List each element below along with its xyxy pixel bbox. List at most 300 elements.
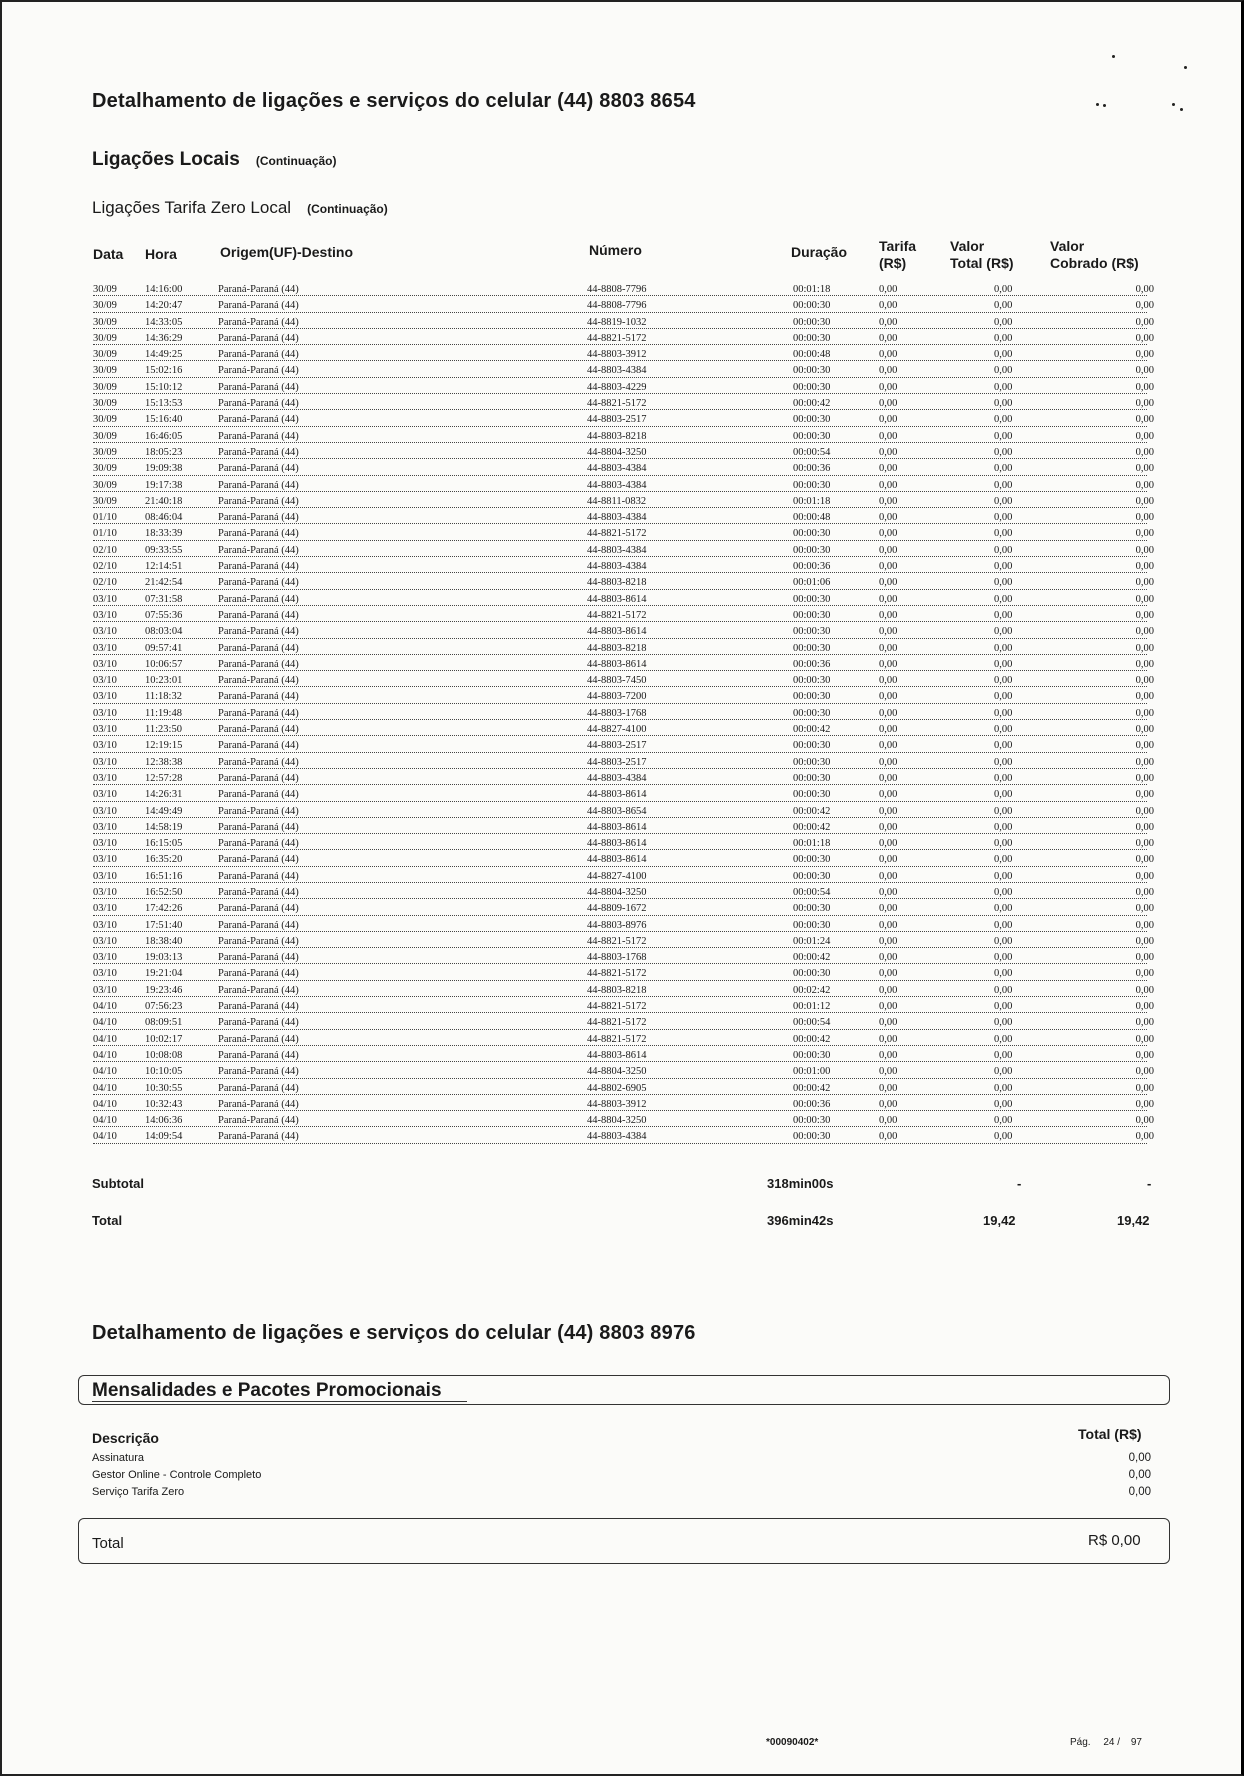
cell-tarifa: 0,00 [879, 968, 898, 980]
cell-hora: 17:51:40 [145, 919, 183, 931]
dotted-leader [93, 866, 1147, 867]
table-row [93, 821, 1155, 837]
cell-data: 04/10 [93, 1082, 117, 1094]
cell-duracao: 00:00:30 [793, 609, 831, 621]
cell-tarifa: 0,00 [879, 658, 898, 670]
cell-duracao: 00:02:42 [793, 984, 831, 996]
cell-tarifa: 0,00 [879, 805, 898, 817]
cell-valor-cobrado: 0,00 [1135, 414, 1154, 426]
cell-valor-total: 0,00 [994, 593, 1013, 605]
cell-numero: 44-8803-1768 [587, 707, 647, 719]
cell-valor-total: 0,00 [994, 756, 1013, 768]
col-header-valor-cobrado-line1: Valor [1050, 238, 1085, 254]
cell-valor-cobrado: 0,00 [1135, 707, 1154, 719]
cell-valor-total: 0,00 [994, 1066, 1013, 1078]
cell-valor-cobrado: 0,00 [1135, 691, 1154, 703]
cell-hora: 11:23:50 [145, 724, 182, 736]
cell-tarifa: 0,00 [879, 446, 898, 458]
table-row [93, 560, 1155, 576]
cell-valor-cobrado: 0,00 [1135, 349, 1154, 361]
cell-origem: Paraná-Paraná (44) [218, 300, 299, 312]
subtotal-valor-cobrado: - [1147, 1176, 1152, 1191]
cell-valor-cobrado: 0,00 [1135, 658, 1154, 670]
cell-valor-cobrado: 0,00 [1135, 740, 1154, 752]
cell-numero: 44-8803-8614 [587, 838, 647, 850]
cell-hora: 11:18:32 [145, 691, 182, 703]
cell-hora: 17:42:26 [145, 903, 183, 915]
total-header: Total (R$) [1078, 1426, 1142, 1442]
cell-data: 30/09 [93, 463, 117, 475]
cell-valor-cobrado: 0,00 [1135, 756, 1154, 768]
cell-valor-cobrado: 0,00 [1135, 577, 1154, 589]
table-row [93, 951, 1155, 967]
cell-hora: 14:09:54 [145, 1131, 183, 1143]
table-row [93, 690, 1155, 706]
cell-valor-total: 0,00 [994, 772, 1013, 784]
cell-hora: 10:23:01 [145, 675, 183, 687]
dotted-leader [93, 752, 1147, 753]
table-row [93, 837, 1155, 853]
cell-hora: 14:20:47 [145, 300, 183, 312]
dotted-leader [93, 1012, 1147, 1013]
table-row [93, 902, 1155, 918]
page-separator: / [1117, 1737, 1121, 1748]
cell-valor-cobrado: 0,00 [1135, 381, 1154, 393]
cell-numero: 44-8803-3912 [587, 1098, 647, 1110]
cell-valor-cobrado: 0,00 [1135, 561, 1154, 573]
cell-valor-cobrado: 0,00 [1135, 512, 1154, 524]
cell-data: 03/10 [93, 935, 117, 947]
cell-valor-cobrado: 0,00 [1135, 821, 1154, 833]
dotted-leader [93, 344, 1147, 345]
cell-numero: 44-8803-8976 [587, 919, 647, 931]
cell-origem: Paraná-Paraná (44) [218, 316, 299, 328]
dotted-leader [93, 1045, 1147, 1046]
dotted-leader [93, 996, 1147, 997]
cell-valor-cobrado: 0,00 [1135, 300, 1154, 312]
cell-numero: 44-8808-7796 [587, 300, 647, 312]
cell-tarifa: 0,00 [879, 1115, 898, 1127]
total-box [78, 1518, 1170, 1564]
item-label: Gestor Online - Controle Completo [92, 1469, 262, 1481]
cell-duracao: 00:00:36 [793, 658, 831, 670]
cell-duracao: 00:00:42 [793, 724, 831, 736]
col-header-duracao: Duração [791, 244, 848, 260]
cell-numero: 44-8803-4384 [587, 544, 647, 556]
cell-data: 03/10 [93, 626, 117, 638]
cell-valor-total: 0,00 [994, 1049, 1013, 1061]
cell-hora: 21:42:54 [145, 577, 183, 589]
cell-tarifa: 0,00 [879, 642, 898, 654]
col-header-origem: Origem(UF)-Destino [220, 244, 353, 260]
table-row [93, 511, 1155, 527]
cell-valor-total: 0,00 [994, 1098, 1013, 1110]
call-table-body [93, 283, 1155, 1147]
cell-valor-total: 0,00 [994, 365, 1013, 377]
dotted-leader [93, 1029, 1147, 1030]
table-row [93, 316, 1155, 332]
cell-valor-cobrado: 0,00 [1135, 772, 1154, 784]
cell-valor-total: 0,00 [994, 821, 1013, 833]
scan-speck [1180, 108, 1183, 111]
table-row [93, 788, 1155, 804]
cell-tarifa: 0,00 [879, 707, 898, 719]
cell-data: 03/10 [93, 968, 117, 980]
cell-data: 03/10 [93, 756, 117, 768]
cell-duracao: 00:01:18 [793, 838, 831, 850]
cell-duracao: 00:00:30 [793, 968, 831, 980]
cell-tarifa: 0,00 [879, 626, 898, 638]
col-header-numero: Número [589, 242, 642, 258]
cell-hora: 11:19:48 [145, 707, 182, 719]
cell-duracao: 00:00:30 [793, 1131, 831, 1143]
cell-numero: 44-8803-8614 [587, 658, 647, 670]
cell-origem: Paraná-Paraná (44) [218, 577, 299, 589]
cell-valor-cobrado: 0,00 [1135, 854, 1154, 866]
dotted-leader [93, 360, 1147, 361]
cell-valor-total: 0,00 [994, 838, 1013, 850]
cell-data: 04/10 [93, 1131, 117, 1143]
total-duration: 396min42s [767, 1213, 834, 1228]
dotted-leader [93, 1061, 1147, 1062]
cell-valor-cobrado: 0,00 [1135, 1049, 1154, 1061]
cell-origem: Paraná-Paraná (44) [218, 968, 299, 980]
cell-valor-cobrado: 0,00 [1135, 952, 1154, 964]
cell-origem: Paraná-Paraná (44) [218, 528, 299, 540]
cell-origem: Paraná-Paraná (44) [218, 838, 299, 850]
cell-hora: 07:56:23 [145, 1001, 183, 1013]
dotted-leader [93, 801, 1147, 802]
cell-numero: 44-8827-4100 [587, 870, 647, 882]
dotted-leader [93, 768, 1147, 769]
cell-origem: Paraná-Paraná (44) [218, 1049, 299, 1061]
cell-tarifa: 0,00 [879, 1017, 898, 1029]
cell-data: 03/10 [93, 838, 117, 850]
dotted-leader [93, 556, 1147, 557]
dotted-leader [93, 605, 1147, 606]
table-row [93, 479, 1155, 495]
cell-tarifa: 0,00 [879, 886, 898, 898]
dotted-leader [93, 475, 1147, 476]
cell-origem: Paraná-Paraná (44) [218, 935, 299, 947]
cell-valor-total: 0,00 [994, 528, 1013, 540]
cell-origem: Paraná-Paraná (44) [218, 1082, 299, 1094]
cell-hora: 12:57:28 [145, 772, 183, 784]
cell-valor-cobrado: 0,00 [1135, 528, 1154, 540]
dotted-leader [93, 963, 1147, 964]
cell-origem: Paraná-Paraná (44) [218, 1017, 299, 1029]
cell-duracao: 00:00:30 [793, 593, 831, 605]
cell-duracao: 00:01:06 [793, 577, 831, 589]
cell-tarifa: 0,00 [879, 398, 898, 410]
scan-speck [1103, 104, 1106, 107]
cell-numero: 44-8803-1768 [587, 952, 647, 964]
cell-tarifa: 0,00 [879, 316, 898, 328]
cell-duracao: 00:00:30 [793, 479, 831, 491]
cell-data: 03/10 [93, 593, 117, 605]
cell-origem: Paraná-Paraná (44) [218, 1066, 299, 1078]
cell-hora: 19:23:46 [145, 984, 183, 996]
table-row [93, 462, 1155, 478]
cell-origem: Paraná-Paraná (44) [218, 1001, 299, 1013]
cell-duracao: 00:00:30 [793, 365, 831, 377]
table-row [93, 299, 1155, 315]
cell-data: 03/10 [93, 919, 117, 931]
cell-data: 30/09 [93, 430, 117, 442]
dotted-leader [93, 1094, 1147, 1095]
cell-duracao: 00:00:54 [793, 1017, 831, 1029]
cell-hora: 16:15:05 [145, 838, 183, 850]
cell-origem: Paraná-Paraná (44) [218, 446, 299, 458]
cell-valor-total: 0,00 [994, 609, 1013, 621]
cell-origem: Paraná-Paraná (44) [218, 903, 299, 915]
cell-valor-total: 0,00 [994, 398, 1013, 410]
cell-hora: 08:03:04 [145, 626, 183, 638]
item-label: Assinatura [92, 1452, 144, 1464]
cell-valor-cobrado: 0,00 [1135, 642, 1154, 654]
cell-valor-total: 0,00 [994, 544, 1013, 556]
dotted-leader [93, 703, 1147, 704]
cell-duracao: 00:00:30 [793, 316, 831, 328]
cell-tarifa: 0,00 [879, 691, 898, 703]
cell-tarifa: 0,00 [879, 952, 898, 964]
col-header-valor-cobrado [1050, 238, 1139, 272]
cell-data: 04/10 [93, 1066, 117, 1078]
cell-valor-total: 0,00 [994, 1001, 1013, 1013]
dotted-leader [93, 312, 1147, 313]
subtotal-duration: 318min00s [767, 1176, 834, 1191]
cell-origem: Paraná-Paraná (44) [218, 789, 299, 801]
cell-data: 03/10 [93, 821, 117, 833]
cell-origem: Paraná-Paraná (44) [218, 398, 299, 410]
cell-origem: Paraná-Paraná (44) [218, 284, 299, 295]
cell-valor-cobrado: 0,00 [1135, 1017, 1154, 1029]
table-row [93, 1033, 1155, 1049]
cell-tarifa: 0,00 [879, 495, 898, 507]
cell-numero: 44-8803-8218 [587, 430, 647, 442]
cell-origem: Paraná-Paraná (44) [218, 1131, 299, 1143]
table-row [93, 430, 1155, 446]
cell-valor-cobrado: 0,00 [1135, 919, 1154, 931]
cell-valor-total: 0,00 [994, 381, 1013, 393]
dotted-leader [93, 1143, 1147, 1144]
cell-valor-cobrado: 0,00 [1135, 463, 1154, 475]
cell-valor-total: 0,00 [994, 626, 1013, 638]
cell-numero: 44-8803-2517 [587, 414, 647, 426]
cell-origem: Paraná-Paraná (44) [218, 984, 299, 996]
section-continuation: (Continuação) [255, 154, 337, 168]
col-header-valor-total [950, 238, 1014, 272]
table-row [93, 658, 1155, 674]
total-label: Total [92, 1213, 123, 1228]
cell-hora: 12:19:15 [145, 740, 183, 752]
cell-hora: 18:05:23 [145, 446, 183, 458]
cell-origem: Paraná-Paraná (44) [218, 512, 299, 524]
dotted-leader [93, 295, 1147, 296]
table-row [93, 544, 1155, 560]
cell-valor-cobrado: 0,00 [1135, 609, 1154, 621]
cell-valor-cobrado: 0,00 [1135, 398, 1154, 410]
cell-numero: 44-8804-3250 [587, 1115, 647, 1127]
table-row [93, 935, 1155, 951]
cell-origem: Paraná-Paraná (44) [218, 593, 299, 605]
cell-duracao: 00:00:54 [793, 446, 831, 458]
cell-data: 03/10 [93, 984, 117, 996]
cell-hora: 08:09:51 [145, 1017, 183, 1029]
cell-valor-cobrado: 0,00 [1135, 593, 1154, 605]
cell-origem: Paraná-Paraná (44) [218, 561, 299, 573]
cell-hora: 19:21:04 [145, 968, 183, 980]
cell-duracao: 00:00:30 [793, 332, 831, 344]
cell-numero: 44-8803-3912 [587, 349, 647, 361]
table-row [93, 348, 1155, 364]
dotted-leader [93, 621, 1147, 622]
cell-duracao: 00:00:30 [793, 430, 831, 442]
cell-numero: 44-8803-2517 [587, 756, 647, 768]
cell-data: 04/10 [93, 1033, 117, 1045]
table-row [93, 1000, 1155, 1016]
cell-duracao: 00:00:30 [793, 544, 831, 556]
cell-hora: 10:10:05 [145, 1066, 183, 1078]
cell-valor-cobrado: 0,00 [1135, 1066, 1154, 1078]
cell-tarifa: 0,00 [879, 789, 898, 801]
dotted-leader [93, 442, 1147, 443]
cell-data: 03/10 [93, 740, 117, 752]
dotted-leader [93, 1078, 1147, 1079]
cell-valor-total: 0,00 [994, 740, 1013, 752]
cell-duracao: 00:00:42 [793, 805, 831, 817]
cell-hora: 12:14:51 [145, 561, 183, 573]
cell-numero: 44-8803-8614 [587, 593, 647, 605]
cell-valor-total: 0,00 [994, 984, 1013, 996]
cell-data: 03/10 [93, 886, 117, 898]
mensalidades-title-underline [92, 1401, 467, 1402]
cell-numero: 44-8802-6905 [587, 1082, 647, 1094]
cell-valor-cobrado: 0,00 [1135, 479, 1154, 491]
cell-hora: 14:06:36 [145, 1115, 183, 1127]
cell-data: 03/10 [93, 789, 117, 801]
cell-valor-total: 0,00 [994, 430, 1013, 442]
dotted-leader [93, 1126, 1147, 1127]
cell-origem: Paraná-Paraná (44) [218, 772, 299, 784]
cell-hora: 21:40:18 [145, 495, 183, 507]
dotted-leader [93, 817, 1147, 818]
cell-valor-total: 0,00 [994, 561, 1013, 573]
cell-tarifa: 0,00 [879, 1082, 898, 1094]
cell-data: 01/10 [93, 528, 117, 540]
subtotal-label: Subtotal [92, 1176, 144, 1191]
table-row [93, 1130, 1155, 1146]
cell-origem: Paraná-Paraná (44) [218, 414, 299, 426]
mensalidades-title: Mensalidades e Pacotes Promocionais [92, 1380, 442, 1401]
cell-valor-total: 0,00 [994, 495, 1013, 507]
cell-hora: 15:10:12 [145, 381, 183, 393]
table-row [93, 853, 1155, 869]
cell-valor-total: 0,00 [994, 707, 1013, 719]
cell-data: 30/09 [93, 398, 117, 410]
cell-valor-total: 0,00 [994, 935, 1013, 947]
cell-duracao: 00:01:00 [793, 1066, 831, 1078]
cell-tarifa: 0,00 [879, 1066, 898, 1078]
cell-data: 30/09 [93, 381, 117, 393]
subtotal-valor-total: - [1017, 1176, 1022, 1191]
cell-origem: Paraná-Paraná (44) [218, 691, 299, 703]
cell-numero: 44-8803-8218 [587, 577, 647, 589]
cell-data: 30/09 [93, 284, 117, 295]
cell-numero: 44-8803-4384 [587, 365, 647, 377]
table-row [93, 739, 1155, 755]
cell-valor-total: 0,00 [994, 952, 1013, 964]
item-value: 0,00 [1128, 1452, 1151, 1464]
cell-tarifa: 0,00 [879, 593, 898, 605]
dotted-leader [93, 328, 1147, 329]
cell-tarifa: 0,00 [879, 463, 898, 475]
cell-valor-total: 0,00 [994, 919, 1013, 931]
cell-data: 03/10 [93, 854, 117, 866]
cell-tarifa: 0,00 [879, 919, 898, 931]
cell-valor-total: 0,00 [994, 316, 1013, 328]
dotted-leader [93, 898, 1147, 899]
cell-tarifa: 0,00 [879, 740, 898, 752]
dotted-leader [93, 686, 1147, 687]
cell-tarifa: 0,00 [879, 1131, 898, 1143]
cell-hora: 15:13:53 [145, 398, 183, 410]
cell-data: 30/09 [93, 365, 117, 377]
cell-tarifa: 0,00 [879, 349, 898, 361]
cell-data: 03/10 [93, 903, 117, 915]
cell-valor-cobrado: 0,00 [1135, 903, 1154, 915]
dotted-leader [93, 980, 1147, 981]
dotted-leader [93, 735, 1147, 736]
page-label: Pág. [1070, 1737, 1091, 1748]
table-row [93, 1065, 1155, 1081]
cell-numero: 44-8803-8614 [587, 1049, 647, 1061]
item-value: 0,00 [1128, 1469, 1151, 1481]
table-row [93, 674, 1155, 690]
col-header-valor-cobrado-line2: Cobrado (R$) [1050, 255, 1139, 271]
cell-origem: Paraná-Paraná (44) [218, 349, 299, 361]
subsection-continuation: (Continuação) [307, 202, 388, 216]
cell-origem: Paraná-Paraná (44) [218, 740, 299, 752]
cell-valor-cobrado: 0,00 [1135, 544, 1154, 556]
cell-duracao: 00:00:48 [793, 349, 831, 361]
cell-numero: 44-8821-5172 [587, 609, 647, 621]
cell-origem: Paraná-Paraná (44) [218, 609, 299, 621]
cell-origem: Paraná-Paraná (44) [218, 1098, 299, 1110]
cell-duracao: 00:00:30 [793, 756, 831, 768]
cell-tarifa: 0,00 [879, 544, 898, 556]
page-total: 97 [1130, 1737, 1142, 1748]
cell-hora: 10:30:55 [145, 1082, 183, 1094]
cell-hora: 09:57:41 [145, 642, 183, 654]
col-header-tarifa [879, 238, 916, 272]
dotted-leader [93, 670, 1147, 671]
cell-tarifa: 0,00 [879, 1098, 898, 1110]
cell-tarifa: 0,00 [879, 528, 898, 540]
section-title [92, 149, 337, 171]
table-row [93, 756, 1155, 772]
table-row [93, 593, 1155, 609]
cell-valor-total: 0,00 [994, 870, 1013, 882]
cell-data: 03/10 [93, 952, 117, 964]
dotted-leader [93, 784, 1147, 785]
cell-data: 30/09 [93, 495, 117, 507]
cell-valor-total: 0,00 [994, 512, 1013, 524]
table-row [93, 609, 1155, 625]
cell-origem: Paraná-Paraná (44) [218, 479, 299, 491]
cell-data: 03/10 [93, 724, 117, 736]
cell-data: 03/10 [93, 772, 117, 784]
